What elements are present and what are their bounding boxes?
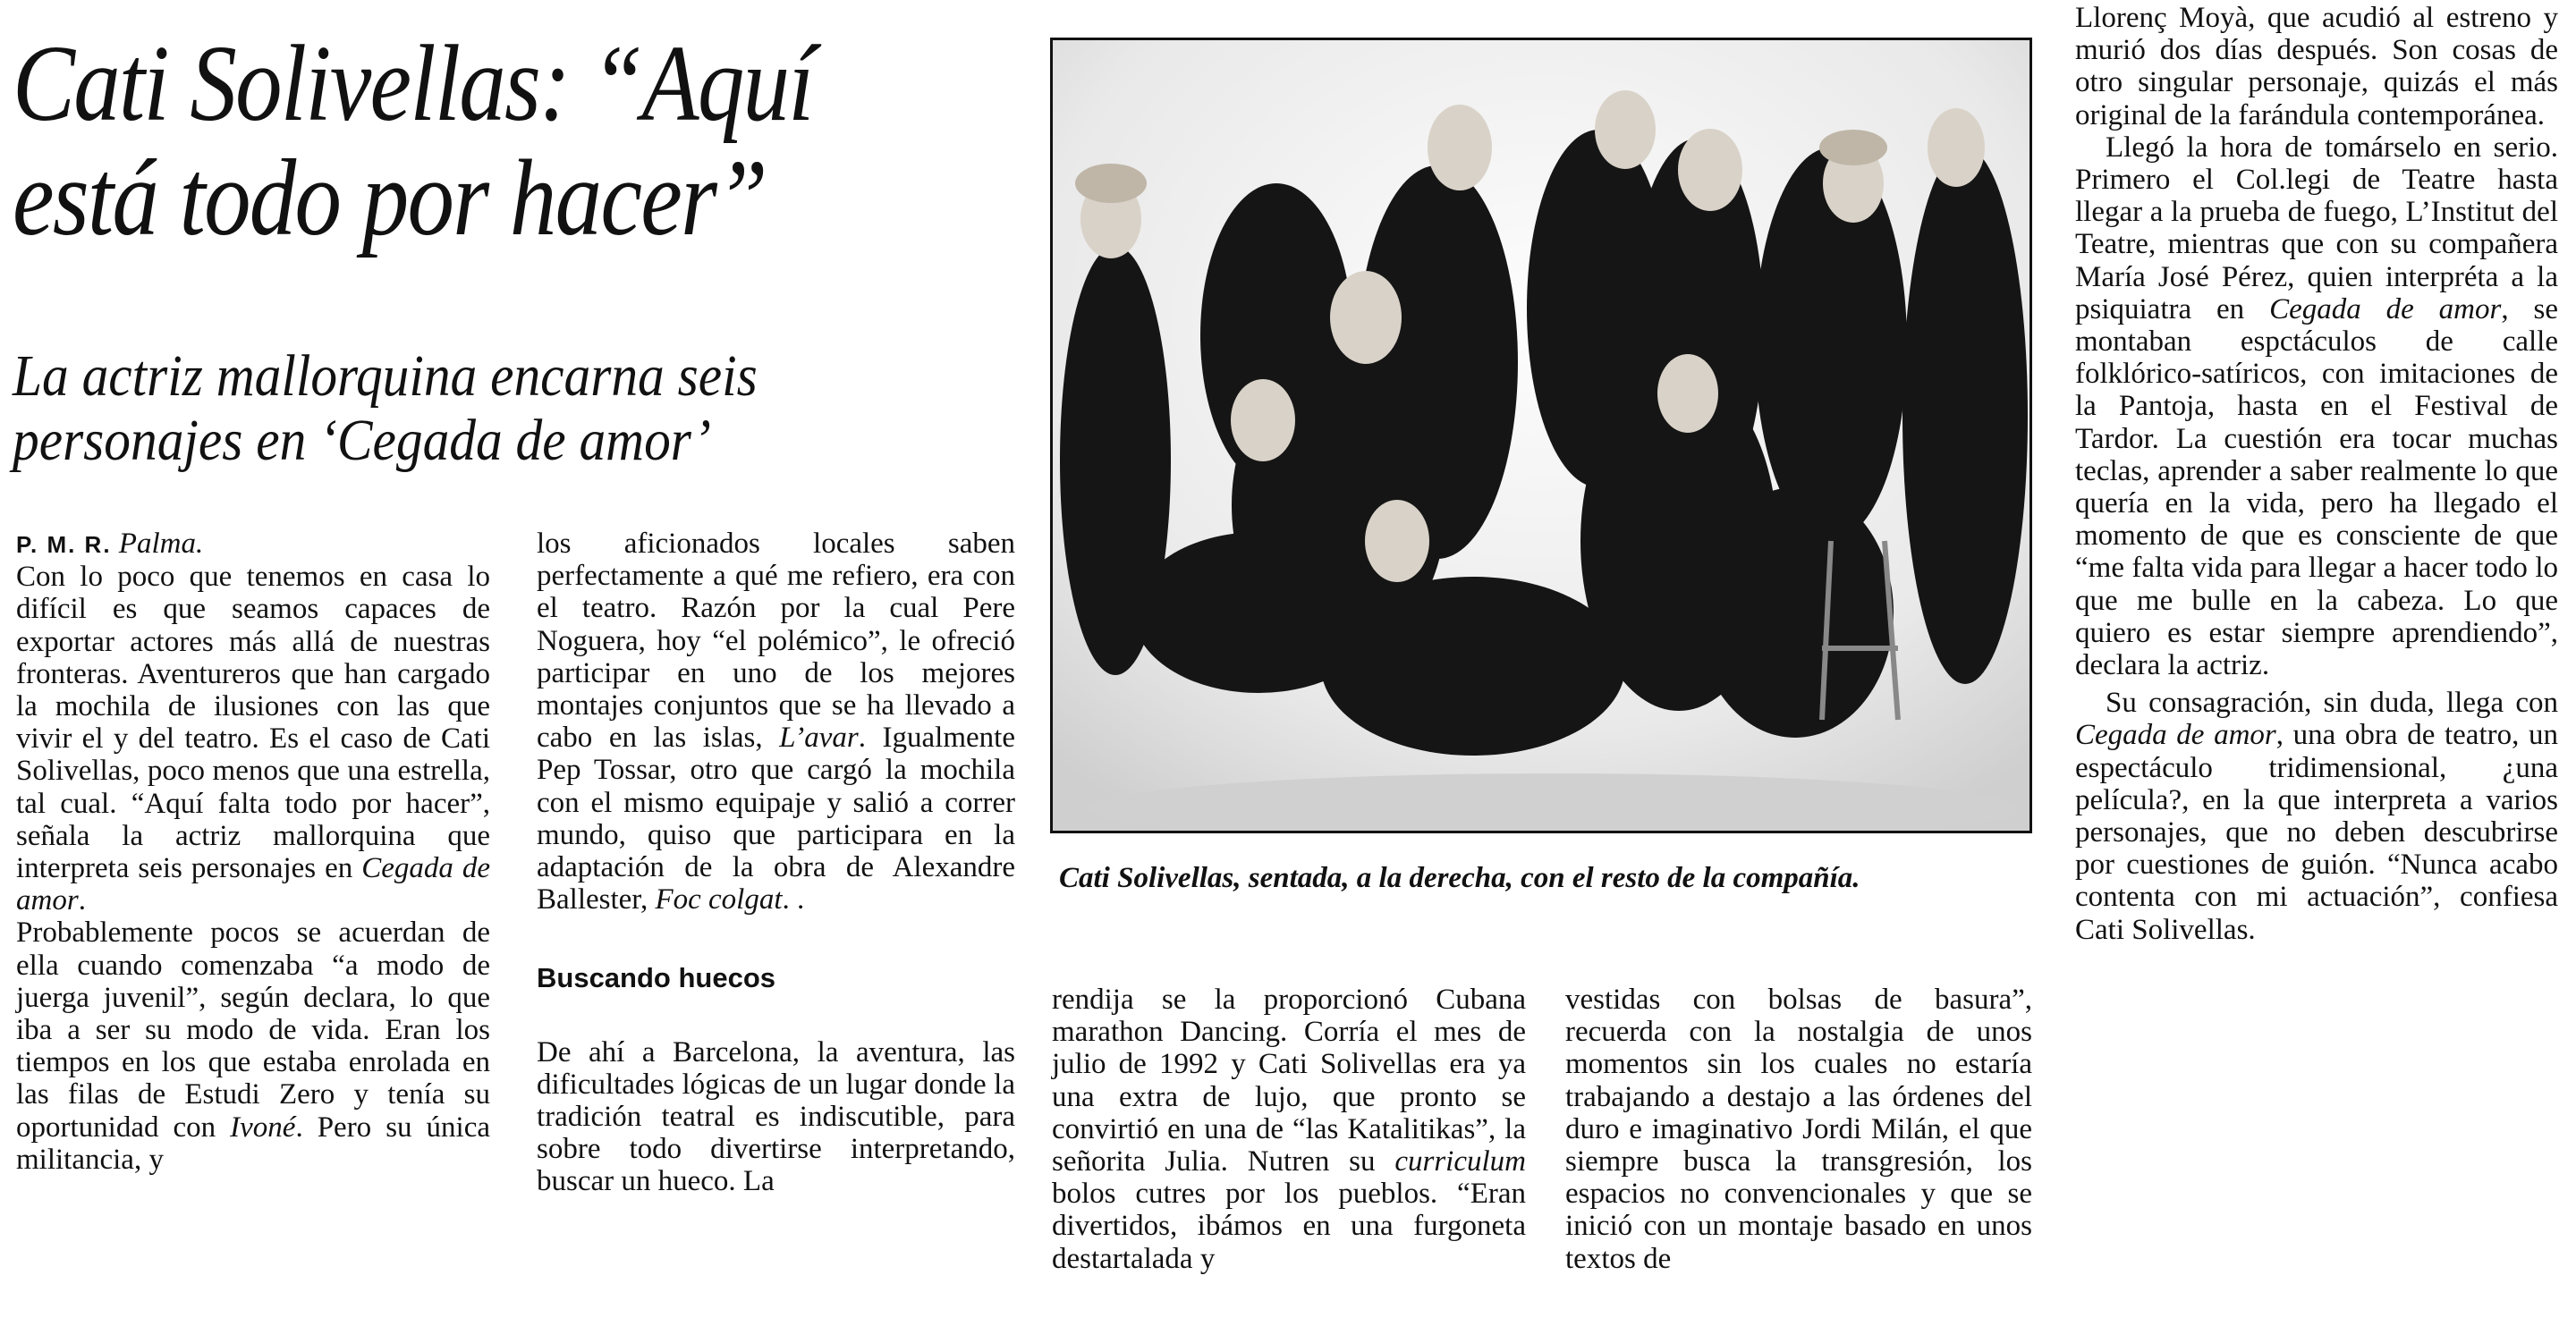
headline-line-1: Cati Solivellas: “Aquí	[13, 23, 813, 144]
paragraph	[16, 561, 490, 916]
section-heading: Buscando huecos	[537, 962, 775, 994]
italic-title: curriculum	[1394, 1145, 1526, 1178]
paragraph-text: , una obra de teatro, un espectáculo tridimensional, ¿una película?, en la que interpreta a varios personajes, que no deben descubrirse por cuestiones de guión. “Nunca acabo contenta con mi actuación”, confiesa Cati Solivellas.	[2075, 719, 2558, 946]
paragraph: Llorenç Moyà, que acudió al estreno y murió dos días después. Son cosas de otro singular personaje, quizás el más original de la farándula contemporánea.	[2075, 2, 2558, 131]
italic-title: Cegada de amor	[2269, 292, 2502, 325]
byline	[16, 528, 490, 561]
paragraph	[2075, 131, 2558, 681]
paragraph-text: . Pero su única militancia, y	[16, 1111, 491, 1176]
headline-line-2: está todo por hacer”	[13, 138, 767, 258]
paragraph-text: Con lo poco que tenemos en casa lo difícil es que seamos capaces de exportar actores más allá de nuestras fronteras. Aventureros que han cargado la mochila de ilusiones con las que vivir el y del teatro. Es el caso de Cati Solivellas, poco menos que una estrella, tal cual. “Aquí falta todo por hacer”, señala la actriz mallorquina que interpreta seis personajes en	[16, 561, 490, 885]
article-headline	[13, 23, 867, 258]
italic-title: Ivoné	[230, 1111, 296, 1144]
paragraph	[2075, 687, 2558, 946]
company-photo	[1050, 38, 2032, 833]
paragraph-text: .	[78, 884, 86, 917]
subhead-line-1: La actriz mallorquina encarna seis	[13, 343, 758, 409]
paragraph-text: Llegó la hora de tomárselo en serio. Primero el Col.legi de Teatre hasta llegar a la prueba de fuego, L’Institut del Teatre, mientras que con su compañera María José Pérez, quien interpréta a la psiquiatra en	[2075, 131, 2558, 325]
paragraph: vestidas con bolsas de basura”, recuerda con la nostalgia de unos momentos sin los cuales no estaría trabajando a destajo a las órdenes del duro e imaginativo Jordi Milán, el que siempre busca la transgresión, los espacios no convencionales y que se inició con un montaje basado en unos textos de	[1565, 984, 2032, 1275]
photo-illustration	[1053, 40, 2029, 831]
byline-author: P. M. R.	[16, 531, 112, 558]
paragraph-text: Su consagración, sin duda, llega con	[2106, 687, 2558, 720]
column-2	[537, 528, 1015, 1198]
italic-title: L’avar	[779, 722, 859, 755]
column-5	[2075, 2, 2558, 946]
italic-title: Cegada de amor	[2075, 719, 2276, 752]
photo-caption: Cati Solivellas, sentada, a la derecha, con el resto de la compañía.	[1059, 862, 1860, 894]
paragraph-text: , se montaban espctáculos de calle folklórico-satíricos, con imitaciones de la Pantoja, hasta en el Festival de Tardor. La cuestión era tocar muchas teclas, aprender a saber realmente lo que quería en la vida, pero ha llegado el momento de que es consciente de que “me falta vida para llegar a hacer todo lo que me bulle en la cabeza. Lo que quiero es estar siempre aprendiendo”, declara la actriz.	[2075, 292, 2558, 682]
italic-title: Foc colgat	[655, 883, 783, 916]
paragraph-text: . Igualmente Pep Tossar, otro que cargó la mochila con el mismo equipaje y salió a correr mundo, quiso que participara en la adaptación de la obra de Alexandre Ballester,	[537, 722, 1015, 916]
column-3	[1052, 984, 1526, 1275]
article-subheadline	[13, 344, 818, 473]
paragraph-text: bolos cutres por los pueblos. “Eran divertidos, ibámos en una furgoneta destartalada y	[1052, 1178, 1526, 1275]
byline-place: Palma.	[118, 528, 204, 560]
paragraph-text: Probablemente pocos se acuerdan de ella cuando comenzaba “a modo de juerga juvenil”, según declara, lo que iba a ser su modo de vida. Eran los tiempos en los que estaba enrolada en las filas de Estudi Zero y tenía su oportunidad con	[16, 916, 490, 1144]
paragraph	[537, 528, 1015, 916]
paragraph-text: . .	[782, 883, 805, 916]
subhead-line-2: personajes en ‘Cegada de amor’	[13, 408, 711, 473]
column-4	[1565, 984, 2032, 1275]
paragraph-text: rendija se la proporcionó Cubana marathon Dancing. Corría el mes de julio de 1992 y Cati Solivellas era ya una extra de lujo, que pronto se convirtió en una de “las Katalitikas”, la señorita Julia. Nutren su	[1052, 984, 1526, 1178]
italic-title: Cegada de amor	[16, 852, 490, 917]
paragraph-text: los aficionados locales saben perfectamente a qué me refiero, era con el teatro. Razón por la cual Pere Noguera, hoy “el polémico”, le ofreció participar en uno de los mejores montajes conjuntos que se ha llevado a cabo en las islas,	[537, 528, 1015, 755]
column-1	[16, 528, 490, 1176]
paragraph	[1052, 984, 1526, 1275]
paragraph	[16, 916, 490, 1176]
paragraph: De ahí a Barcelona, la aventura, las dificultades lógicas de un lugar donde la tradición teatral es indiscutible, para sobre todo divertirse interpretando, buscar un hueco. La	[537, 1035, 1015, 1198]
